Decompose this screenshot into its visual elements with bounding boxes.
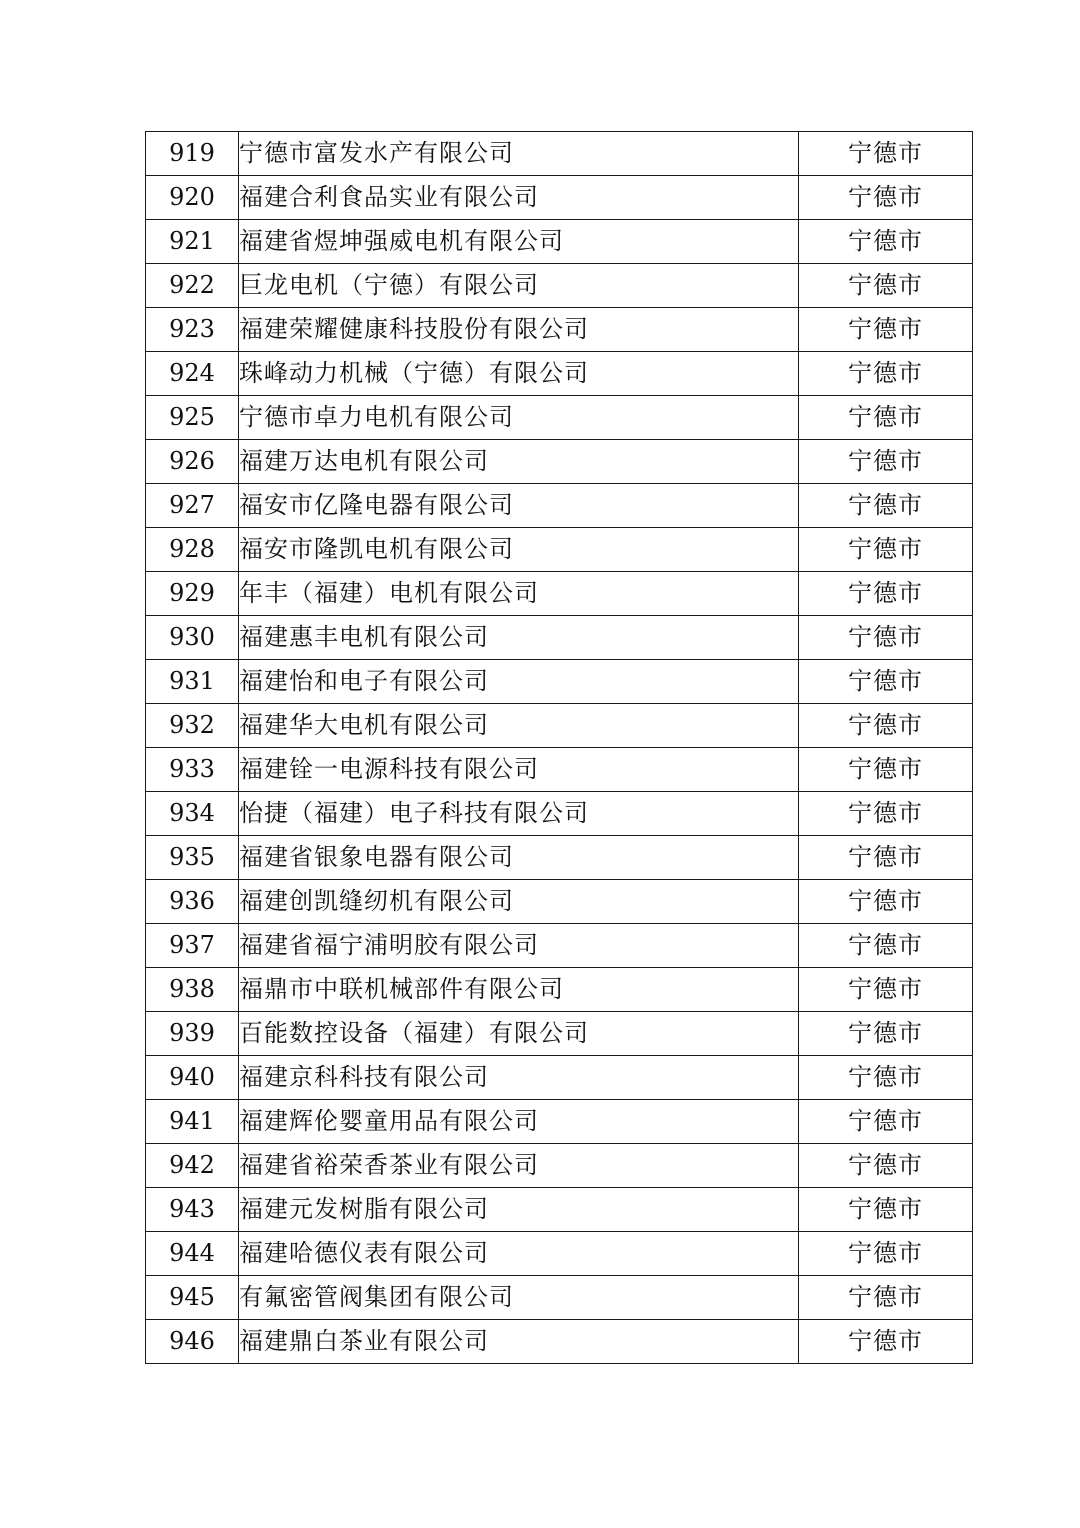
company-name-cell: 有氟密管阀集团有限公司 (239, 1276, 799, 1320)
table-row (146, 176, 973, 220)
company-name-cell: 福建哈德仪表有限公司 (239, 1232, 799, 1276)
company-name-cell: 珠峰动力机械（宁德）有限公司 (239, 352, 799, 396)
city-cell: 宁德市 (799, 1100, 973, 1144)
city-cell: 宁德市 (799, 1188, 973, 1232)
row-number-cell: 930 (146, 616, 239, 660)
company-name-cell: 福建荣耀健康科技股份有限公司 (239, 308, 799, 352)
row-number-cell: 926 (146, 440, 239, 484)
company-name-cell: 福建万达电机有限公司 (239, 440, 799, 484)
table-body (146, 132, 973, 1364)
row-number-cell: 942 (146, 1144, 239, 1188)
table-row (146, 572, 973, 616)
table-row (146, 704, 973, 748)
row-number-cell: 921 (146, 220, 239, 264)
city-cell: 宁德市 (799, 220, 973, 264)
table-row (146, 924, 973, 968)
table-row (146, 1012, 973, 1056)
city-cell: 宁德市 (799, 748, 973, 792)
city-cell: 宁德市 (799, 1056, 973, 1100)
table-row (146, 220, 973, 264)
city-cell: 宁德市 (799, 572, 973, 616)
row-number-cell: 938 (146, 968, 239, 1012)
company-name-cell: 巨龙电机（宁德）有限公司 (239, 264, 799, 308)
city-cell: 宁德市 (799, 1144, 973, 1188)
row-number-cell: 933 (146, 748, 239, 792)
company-name-cell: 百能数控设备（福建）有限公司 (239, 1012, 799, 1056)
company-name-cell: 福建辉伦婴童用品有限公司 (239, 1100, 799, 1144)
company-name-cell: 宁德市富发水产有限公司 (239, 132, 799, 176)
city-cell: 宁德市 (799, 528, 973, 572)
city-cell: 宁德市 (799, 1320, 973, 1364)
city-cell: 宁德市 (799, 176, 973, 220)
table-row (146, 1232, 973, 1276)
company-name-cell: 年丰（福建）电机有限公司 (239, 572, 799, 616)
company-name-cell: 怡捷（福建）电子科技有限公司 (239, 792, 799, 836)
row-number-cell: 919 (146, 132, 239, 176)
company-name-cell: 福建省煜坤强威电机有限公司 (239, 220, 799, 264)
table-row (146, 1100, 973, 1144)
row-number-cell: 922 (146, 264, 239, 308)
row-number-cell: 932 (146, 704, 239, 748)
city-cell: 宁德市 (799, 264, 973, 308)
row-number-cell: 937 (146, 924, 239, 968)
city-cell: 宁德市 (799, 1232, 973, 1276)
table-row (146, 1056, 973, 1100)
table-row (146, 1276, 973, 1320)
row-number-cell: 936 (146, 880, 239, 924)
city-cell: 宁德市 (799, 1012, 973, 1056)
row-number-cell: 943 (146, 1188, 239, 1232)
row-number-cell: 945 (146, 1276, 239, 1320)
table-row (146, 968, 973, 1012)
row-number-cell: 924 (146, 352, 239, 396)
city-cell: 宁德市 (799, 924, 973, 968)
city-cell: 宁德市 (799, 880, 973, 924)
row-number-cell: 939 (146, 1012, 239, 1056)
company-name-cell: 福建省福宁浦明胶有限公司 (239, 924, 799, 968)
city-cell: 宁德市 (799, 968, 973, 1012)
company-name-cell: 福建铨一电源科技有限公司 (239, 748, 799, 792)
row-number-cell: 928 (146, 528, 239, 572)
company-name-cell: 福建京科科技有限公司 (239, 1056, 799, 1100)
city-cell: 宁德市 (799, 308, 973, 352)
city-cell: 宁德市 (799, 660, 973, 704)
table-row (146, 484, 973, 528)
city-cell: 宁德市 (799, 792, 973, 836)
table-row (146, 396, 973, 440)
row-number-cell: 931 (146, 660, 239, 704)
row-number-cell: 941 (146, 1100, 239, 1144)
company-name-cell: 宁德市卓力电机有限公司 (239, 396, 799, 440)
row-number-cell: 927 (146, 484, 239, 528)
table-row (146, 880, 973, 924)
table-row (146, 792, 973, 836)
table-row (146, 264, 973, 308)
city-cell: 宁德市 (799, 440, 973, 484)
company-name-cell: 福安市隆凯电机有限公司 (239, 528, 799, 572)
table-row (146, 1188, 973, 1232)
table-row (146, 440, 973, 484)
company-name-cell: 福建华大电机有限公司 (239, 704, 799, 748)
company-name-cell: 福鼎市中联机械部件有限公司 (239, 968, 799, 1012)
row-number-cell: 935 (146, 836, 239, 880)
company-name-cell: 福建创凯缝纫机有限公司 (239, 880, 799, 924)
city-cell: 宁德市 (799, 484, 973, 528)
company-table (145, 131, 973, 1364)
city-cell: 宁德市 (799, 704, 973, 748)
row-number-cell: 923 (146, 308, 239, 352)
row-number-cell: 946 (146, 1320, 239, 1364)
city-cell: 宁德市 (799, 1276, 973, 1320)
table-row (146, 352, 973, 396)
city-cell: 宁德市 (799, 836, 973, 880)
table-row (146, 836, 973, 880)
company-name-cell: 福安市亿隆电器有限公司 (239, 484, 799, 528)
row-number-cell: 934 (146, 792, 239, 836)
row-number-cell: 940 (146, 1056, 239, 1100)
company-name-cell: 福建元发树脂有限公司 (239, 1188, 799, 1232)
row-number-cell: 925 (146, 396, 239, 440)
table-row (146, 528, 973, 572)
table-row (146, 308, 973, 352)
table-row (146, 660, 973, 704)
company-name-cell: 福建怡和电子有限公司 (239, 660, 799, 704)
city-cell: 宁德市 (799, 396, 973, 440)
table-row (146, 616, 973, 660)
city-cell: 宁德市 (799, 616, 973, 660)
company-name-cell: 福建省裕荣香茶业有限公司 (239, 1144, 799, 1188)
row-number-cell: 920 (146, 176, 239, 220)
table-row (146, 748, 973, 792)
city-cell: 宁德市 (799, 352, 973, 396)
row-number-cell: 944 (146, 1232, 239, 1276)
row-number-cell: 929 (146, 572, 239, 616)
company-name-cell: 福建合利食品实业有限公司 (239, 176, 799, 220)
company-name-cell: 福建惠丰电机有限公司 (239, 616, 799, 660)
company-name-cell: 福建鼎白茶业有限公司 (239, 1320, 799, 1364)
city-cell: 宁德市 (799, 132, 973, 176)
table-row (146, 132, 973, 176)
company-name-cell: 福建省银象电器有限公司 (239, 836, 799, 880)
table-row (146, 1144, 973, 1188)
table-row (146, 1320, 973, 1364)
